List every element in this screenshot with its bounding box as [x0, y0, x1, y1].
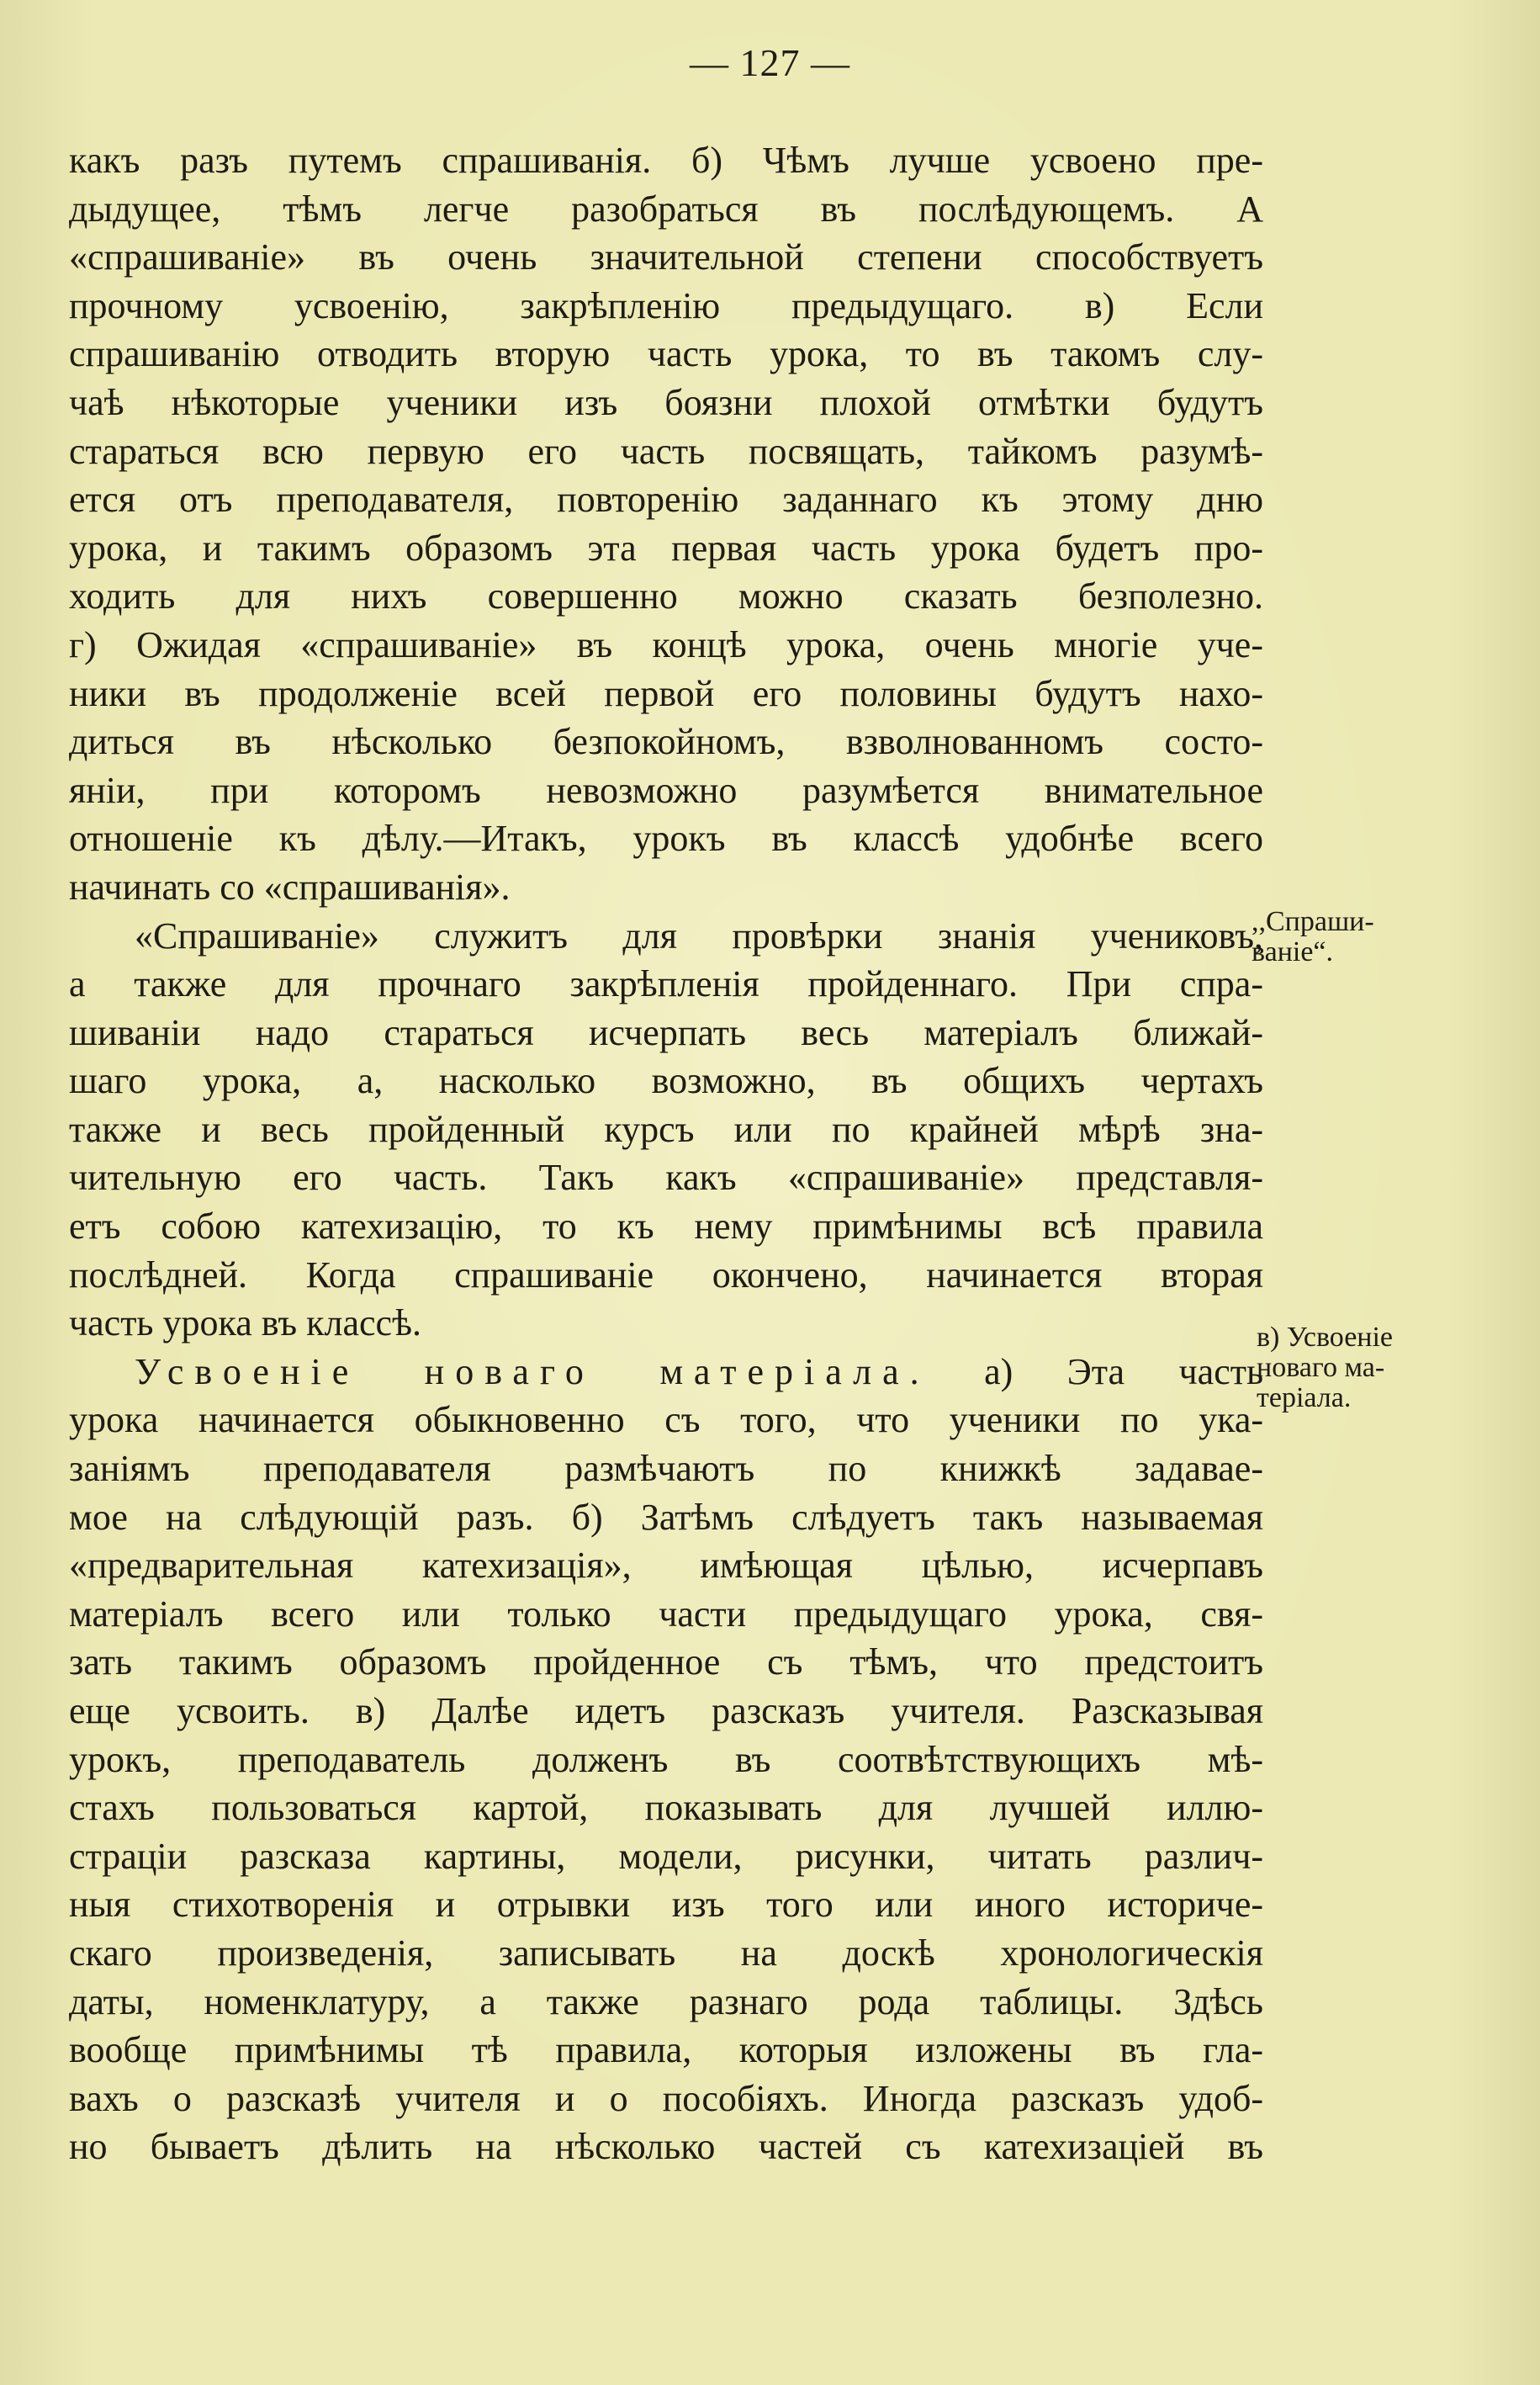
text-line: стахъ пользоваться картой, показывать для лучшей иллю- [69, 1787, 1263, 1829]
text-line: урокъ, преподаватель долженъ въ соотвѣтствующихъ мѣ- [69, 1738, 1263, 1780]
text-line: заніямъ преподавателя размѣчаютъ по книжкѣ задавае- [69, 1448, 1263, 1490]
text-line: какъ разъ путемъ спрашиванія. б) Чѣмъ лучше усвоено пре- [69, 140, 1263, 181]
text-line: дыдущее, тѣмъ легче разобраться въ послѣдующемъ. А [69, 188, 1263, 230]
margin-note-line: теріала. [1257, 1382, 1352, 1413]
text-line: стараться всю первую его часть посвящать, тайкомъ разумѣ- [69, 430, 1263, 472]
text-line: «предварительная катехизація», имѣющая цѣлью, исчерпавъ [69, 1545, 1263, 1587]
text-line: скаго произведенія, записывать на доскѣ хронологическія [69, 1932, 1263, 1974]
text-line: «Спрашиваніе» служитъ для провѣрки знанія учениковъ, [135, 914, 1263, 957]
margin-note-line: новаго ма- [1257, 1352, 1385, 1383]
text-line: мое на слѣдующій разъ. б) Затѣмъ слѣдуетъ такъ называемая [69, 1496, 1263, 1538]
section-heading-continuation: а) Эта часть [984, 1350, 1264, 1392]
text-line: чительную его часть. Такъ какъ «спрашиваніе» представля- [69, 1157, 1263, 1199]
text-line: чаѣ нѣкоторые ученики изъ боязни плохой отмѣтки будутъ [69, 381, 1263, 423]
text-line: «спрашиваніе» въ очень значительной степени способствуетъ [69, 236, 1263, 278]
text-line: еще усвоить. в) Далѣе идетъ разсказъ учителя. Разсказывая [69, 1690, 1263, 1731]
text-line: вахъ о разсказѣ учителя и о пособіяхъ. Иногда разсказъ удоб- [69, 2077, 1263, 2119]
margin-note-new-material [1257, 1322, 1393, 1413]
section-heading-line [69, 1348, 1263, 1397]
main-text-column [69, 136, 1263, 2171]
text-line: страціи разсказа картины, модели, рисунки, читать различ- [69, 1835, 1263, 1877]
margin-note-line: ваніе“. [1252, 936, 1334, 967]
text-line: ники въ продолженіе всей первой его половины будутъ нахо- [69, 672, 1263, 714]
margin-note-line: ,,Спраши- [1252, 906, 1374, 937]
text-line: матеріалъ всего или только части предыдущаго урока, свя- [69, 1593, 1263, 1635]
text-line: также и весь пройденный курсъ или по крайней мѣрѣ зна- [69, 1108, 1263, 1150]
text-line: вообще примѣнимы тѣ правила, которыя изложены въ гла- [69, 2029, 1263, 2071]
text-line: отношеніе къ дѣлу.—Итакъ, урокъ въ классѣ удобнѣе всего [69, 818, 1263, 860]
text-line: послѣдней. Когда спрашиваніе окончено, начинается вторая [69, 1253, 1263, 1296]
text-line: начинать со «спрашиванія». [69, 866, 511, 908]
text-line: шиваніи надо стараться исчерпать весь матеріалъ ближай- [69, 1011, 1263, 1053]
margin-note-questioning [1252, 907, 1374, 967]
text-line: спрашиванію отводить вторую часть урока, то въ такомъ слу- [69, 333, 1263, 375]
margin-note-line: в) Усвоеніе [1257, 1322, 1394, 1353]
text-line: диться въ нѣсколько безпокойномъ, взволнованномъ состо- [69, 721, 1263, 763]
text-line: яніи, при которомъ невозможно разумѣется внимательное [69, 769, 1263, 811]
text-line: г) Ожидая «спрашиваніе» въ концѣ урока, очень многіе уче- [69, 623, 1263, 665]
text-line: ется отъ преподавателя, повторенію заданнаго къ этому дню [69, 479, 1263, 521]
text-line: шаго урока, а, насколько возможно, въ общихъ чертахъ [69, 1060, 1263, 1102]
text-line: ходить для нихъ совершенно можно сказать безполезно. [69, 575, 1263, 617]
text-line: урока начинается обыкновенно съ того, что ученики по ука- [69, 1399, 1263, 1441]
text-line: часть урока въ классѣ. [69, 1302, 421, 1344]
section-heading: Усвоеніе новаго матеріала. [135, 1350, 930, 1392]
text-line: даты, номенклатуру, а также разнаго рода таблицы. Здѣсь [69, 1980, 1263, 2022]
text-line: етъ собою катехизацію, то къ нему примѣнимы всѣ правила [69, 1206, 1263, 1248]
text-line: зать такимъ образомъ пройденное съ тѣмъ, что предстоитъ [69, 1641, 1263, 1683]
text-line: прочному усвоенію, закрѣпленію предыдущаго. в) Если [69, 284, 1263, 326]
text-line: а также для прочнаго закрѣпленія пройденнаго. При спра- [69, 963, 1263, 1005]
page-number: — 127 — [690, 41, 850, 84]
text-line: урока, и такимъ образомъ эта первая часть урока будетъ про- [69, 527, 1263, 569]
text-line: ныя стихотворенія и отрывки изъ того или иного историче- [69, 1884, 1263, 1926]
text-line: но бываетъ дѣлить на нѣсколько частей съ катехизаціей въ [69, 2126, 1263, 2168]
